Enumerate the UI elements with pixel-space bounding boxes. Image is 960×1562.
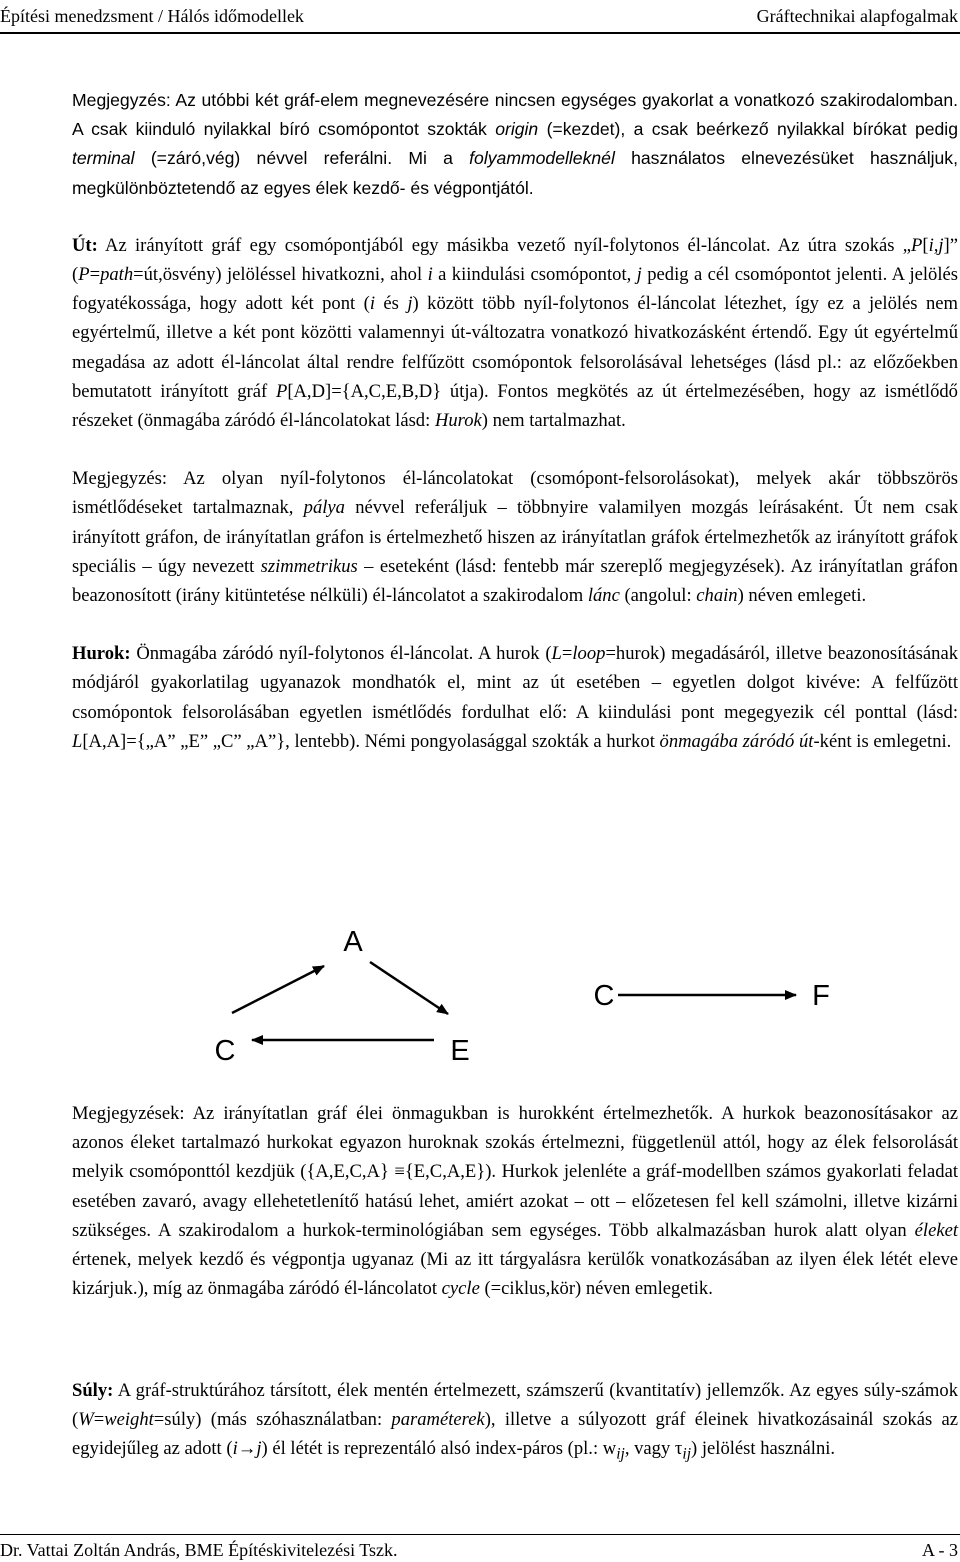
- term-hurok: Hurok:: [72, 643, 131, 665]
- paragraph-suly: Súly: A gráf-struktúrához társított, élek mentén értelmezett, számszerű (kvantitatív) jellemzők. Az egyes súly-számok (W=weight=súly) (más szóhasználatban: paraméterek), illetve a súlyozott gráf éleinek hivatkozásainál szokás az egyidejűleg az adott (i→j) él létét is reprezentáló alsó index-páros (pl.: $w_{ij}$, vagy $\tau_{ij}$) jelölést használni.: [72, 1380, 959, 1464]
- page-footer: [0, 1538, 960, 1562]
- header-right: Gráftechnikai alapfogalmak: [756, 6, 958, 26]
- node-f: F: [812, 980, 830, 1012]
- term-ut: Út:: [72, 234, 98, 256]
- node-a: A: [343, 926, 363, 958]
- arrow-symbol: →: [237, 1438, 257, 1460]
- paragraph-megjegyzes-2: Megjegyzés: Az olyan nyíl-folytonos él-láncolatokat (csomópont-felsorolásokat), melyek akár többszörös ismétlődéseket tartalmaznak, pálya névvel referáljuk – többnyire valamilyen mozgás leírásaként. Út nem csak irányított gráfon, de irányítatlan gráfon is értelmezhető hiszen az irányítatlan gráfok értelmezhetők az irányított gráfok speciális – úgy nevezett szimmetrikus – eseteként (lásd: fentebb már szereplő megjegyzések). Az irányítatlan gráfon beazonosított (irány kitüntetése nélküli) él-láncolatot a szakirodalom lánc (angolul: chain) néven emlegeti.: [72, 468, 958, 607]
- paragraph-megjegyzesek: Megjegyzések: Az irányítatlan gráf élei önmagukban is hurokként értelmezhetők. A hurkok beazonosításakor az azonos éleket tartalmazó hurkokat egyazon huroknak szokás értelmezni, függetlenül attól, hogy az élek felsorolását melyik csomóponttól kezdjük ({A,E,C,A} ≡{E,C,A,E}). Hurkok jelenléte a gráf-modellben számos gyakorlati feladat esetében zavaró, avagy ellehetetlenítő hatású lehet, amiért azokat – ott – előzetesen fel kell számolni, illetve kizárni szükséges. A szakirodalom a hurkok-terminológiában sem egységes. Több alkalmazásban hurok alatt olyan éleket értenek, melyek kezdő és végpontja ugyanaz (Mi az itt tárgyalásra kerülők vonatkozásában az ilyen élek létét eleve kizárjuk.), míg az önmagába záródó él-láncolatot cycle (=ciklus,kör) néven emlegetik.: [72, 1103, 958, 1300]
- body-text: [72, 86, 958, 785]
- node-c-right: C: [593, 980, 615, 1012]
- term-suly: Súly:: [72, 1380, 114, 1401]
- header-left: Építési menedzsment / Hálós időmodellek: [0, 6, 304, 26]
- node-c-left: C: [214, 1035, 236, 1067]
- paragraph-megjegyzes-1: Megjegyzés: Az utóbbi két gráf-elem megnevezésére nincsen egységes gyakorlat a vonatkozó szakirodalomban. A csak kiinduló nyilakkal bíró csomópontot szokták origin (=kezdet), a csak beérkező nyilakkal bírókat pedig terminal (=záró,vég) névvel referálni. Mi a folyammodelleknél használatos elnevezésüket használjuk, megkülönböztetendő az egyes élek kezdő- és végpontjától.: [72, 90, 958, 198]
- paragraph-ut: Út: Az irányított gráf egy csomópontjából egy másikba vezető nyíl-folytonos él-láncolat. Az útra szokás „P[i,j]” (P=path=út,ösvény) jelöléssel hivatkozni, ahol i a kiindulási csomópontot, j pedig a cél csomópontot jelenti. A jelölés fogyatékossága, hogy adott két pont (i és j) között több nyíl-folytonos él-láncolat létezhet, így ez a jelölés nem egyértelmű, illetve a két pont közötti valamennyi út-változatra vonatkozó hivatkozásként értendő. Egy út egyértelmű megadása az adott él-láncolat által rendre felfűzött csomópontok felsorolásával lehetséges (lásd pl.: az előzőekben bemutatott irányított gráf P[A,D]={A,C,E,B,D} útja). Fontos megkötés az út értelmezésében, hogy az ismétlődő részeket (önmagába záródó él-láncolatokat lásd: Hurok) nem tartalmazhat.: [72, 234, 959, 432]
- paragraph-hurok: Hurok: Önmagába záródó nyíl-folytonos él-láncolat. A hurok (L=loop=hurok) megadásáról, illetve beazonosításának módjáról gyakorlatilag ugyanazok mondhatók el, mint az út esetében – egyetlen dolgot kivéve: A felfűzött csomópontok felsorolásában egyetlen ismétlődés fordulhat elő: A kiindulási pont megegyezik cél ponttal (lásd: L[A,A]={„A” „E” „C” „A”}, lentebb). Némi pongyolasággal szokták a hurkot önmagába záródó út-ként is emlegetni.: [72, 643, 958, 752]
- page-number: A - 3: [922, 1540, 958, 1560]
- graph-diagram: [0, 910, 960, 1080]
- edge-a-e: [370, 962, 448, 1014]
- node-e: E: [450, 1035, 470, 1067]
- footer-left: Dr. Vattai Zoltán András, BME Építéskivitelezési Tszk.: [0, 1540, 398, 1560]
- header-rule: [0, 32, 960, 34]
- footer-rule: [0, 1534, 960, 1535]
- edge-c-a: [232, 966, 324, 1013]
- page-header: [0, 0, 960, 26]
